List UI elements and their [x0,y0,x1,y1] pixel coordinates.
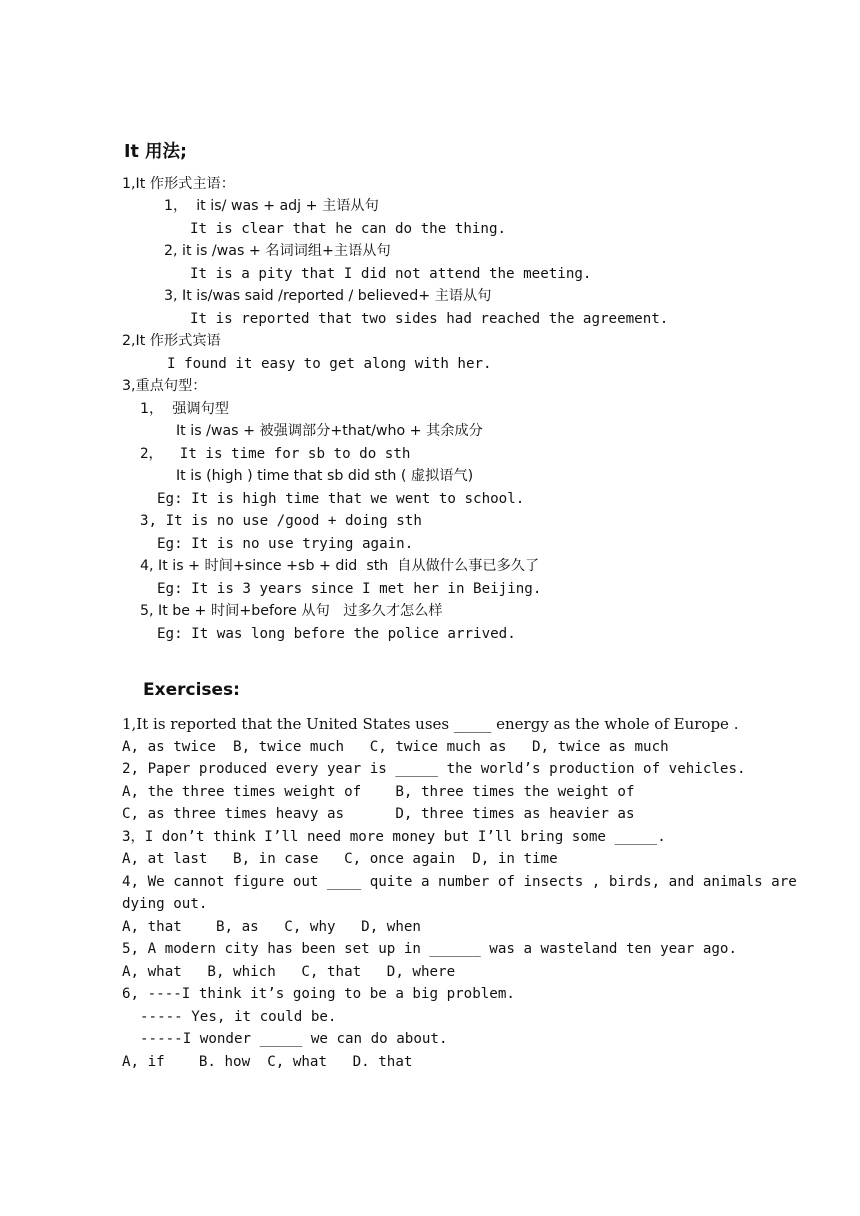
note-line-3: It is clear that he can do the thing. [190,221,507,237]
note-line-9: I found it easy to get along with her. [167,356,492,372]
exercise-line-8: 4, We cannot figure out ____ quite a number of insects , birds, and animals are [122,874,797,890]
exercise-line-5: C, as three times heavy as D, three times as heavier as [122,806,635,822]
exercise-line-15: -----I wonder _____ we can do about. [140,1031,448,1047]
exercise-line-4: A, the three times weight of B, three times the weight of [122,784,635,800]
exercise-line-9: dying out. [122,896,208,912]
exercise-line-2: A, as twice B, twice much C, twice much as D, twice as much [122,739,669,755]
exercise-line-12: A, what B, which C, that D, where [122,964,456,980]
exercise-line-6: 3，I don’t think I’ll need more money but I’ll bring some _____. [122,829,666,845]
note-line-20: 5, It be + 时间+before 从句 过多久才怎么样 [140,603,443,619]
exercise-line-7: A, at last B, in case C, once again D, in time [122,851,558,867]
note-line-19: Eg: It is 3 years since I met her in Beijing. [157,581,542,597]
note-line-17: Eg: It is no use trying again. [157,536,414,552]
exercise-line-11: 5, A modern city has been set up in ______ was a wasteland ten year ago. [122,941,737,957]
exercise-line-1: 1,It is reported that the United States uses _____ energy as the whole of Europe . [122,715,739,733]
page-title: It 用法; [124,142,187,162]
note-line-12: It is /was + 被强调部分+that/who + 其余成分 [176,423,483,439]
exercise-line-3: 2, Paper produced every year is _____ the world’s production of vehicles. [122,761,746,777]
exercises-title: Exercises: [143,680,240,700]
exercise-line-10: A, that B, as C, why D, when [122,919,421,935]
note-line-21: Eg: It was long before the police arrived. [157,626,516,642]
note-line-10: 3,重点句型： [122,378,207,394]
note-line-16: 3, It is no use /good + doing sth [140,513,422,529]
exercise-line-14: ----- Yes, it could be. [140,1009,337,1025]
note-line-6: 3, It is/was said /reported / believed+ 主语从句 [164,288,492,304]
note-line-11: 1， 强调句型 [140,401,229,417]
note-line-14: It is (high ) time that sb did sth ( 虚拟语气) [176,468,474,484]
exercise-line-13: 6, ----I think it’s going to be a big problem. [122,986,515,1002]
note-line-13: 2， It is time for sb to do sth [140,446,411,462]
note-line-15: Eg: It is high time that we went to school. [157,491,525,507]
note-line-8: 2,It 作形式宾语 [122,333,221,349]
exercise-line-16: A, if B. how C, what D. that [122,1054,413,1070]
note-line-5: It is a pity that I did not attend the meeting. [190,266,592,282]
note-line-18: 4, It is + 时间+since +sb + did sth 自从做什么事已多久了 [140,558,540,574]
note-line-4: 2, it is /was + 名词词组+主语从句 [164,243,391,259]
note-line-2: 1， it is/ was + adj + 主语从句 [164,198,379,214]
note-line-7: It is reported that two sides had reached the agreement. [190,311,669,327]
note-line-1: 1,It 作形式主语： [122,176,235,192]
